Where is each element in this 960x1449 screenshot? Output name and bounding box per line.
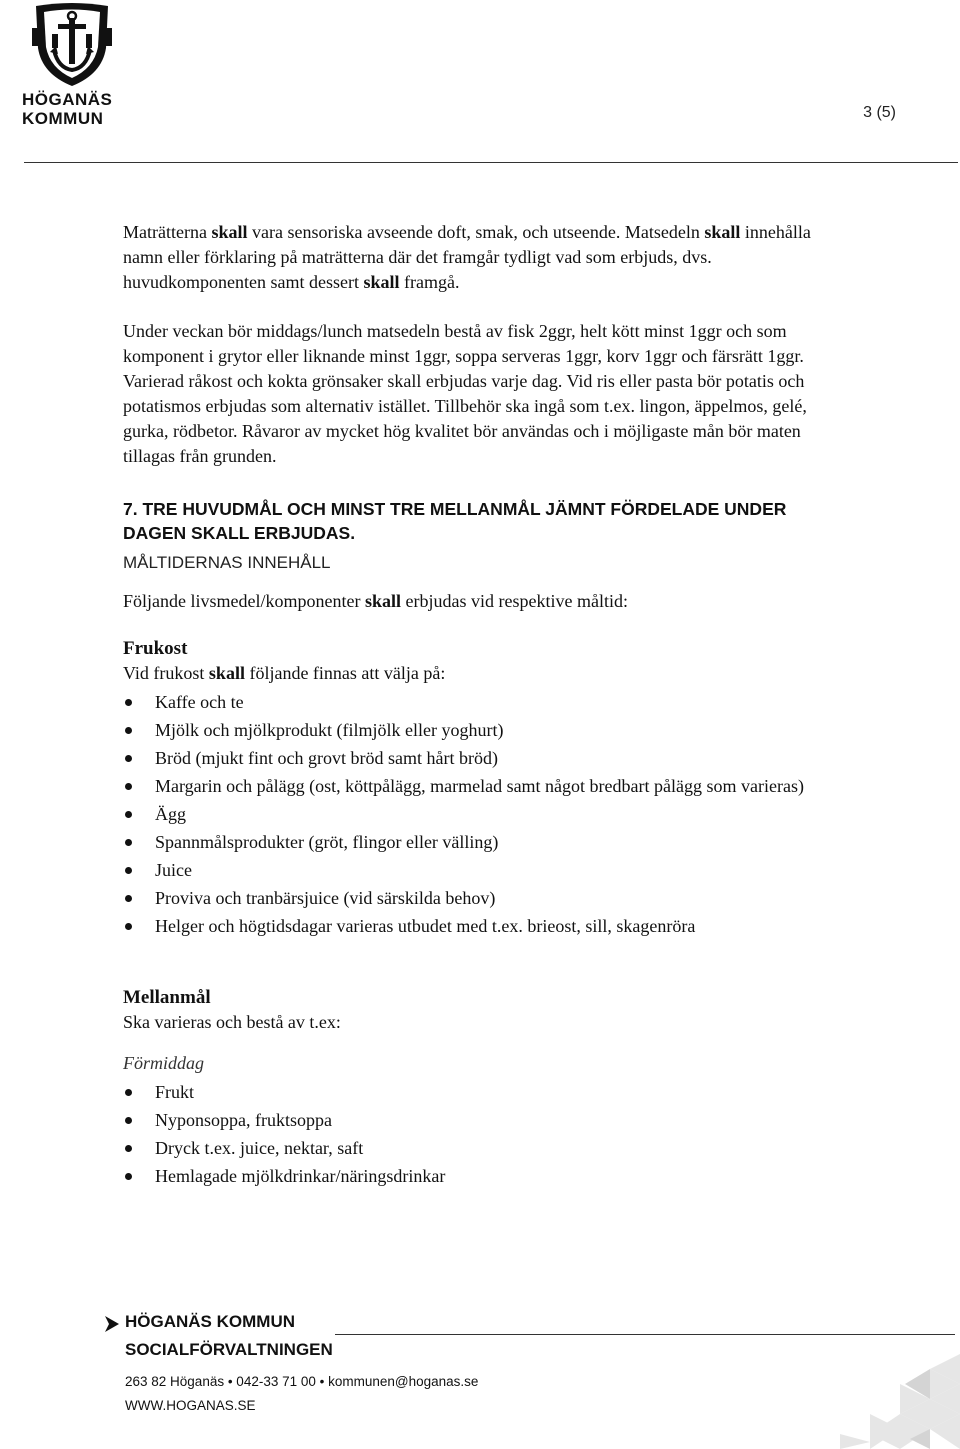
emphasis-skall: skall — [704, 222, 741, 242]
paragraph-intro — [123, 589, 843, 614]
section-heading: 7. TRE HUVUDMÅL OCH MINST TRE MELLANMÅL JÄMNT FÖRDELADE UNDER DAGEN SKALL ERBJUDAS. — [123, 499, 787, 543]
list-item: Mjölk och mjölkprodukt (filmjölk eller yoghurt) — [123, 718, 843, 743]
paragraph-weekly-menu: Under veckan bör middags/lunch matsedeln bestå av fisk 2ggr, helt kött minst 1ggr och som komponent i grytor eller liknande minst 1ggr, soppa serveras 1ggr, korv 1ggr och färsrätt 1ggr. Varierad råkost och kokta grönsaker skall erbjudas varje dag. Vid ris eller pasta bör potatis och potatismos erbjudas som alternativ istället. Tillbehör ska ingå som t.ex. lingon, äppelmos, gelé, gurka, rödbetor. Råvaror av mycket hög kvalitet bör användas och i möjligaste mån bör maten tillagas från grunden. — [123, 321, 807, 466]
list-item: Proviva och tranbärsjuice (vid särskilda behov) — [123, 886, 843, 911]
footer-org: HÖGANÄS KOMMUN — [125, 1312, 295, 1331]
footer-contact: 263 82 Höganäs • 042-33 71 00 • kommunen@hoganas.se — [125, 1374, 479, 1389]
text-run: Vid frukost — [123, 663, 209, 683]
text-run: Följande livsmedel/komponenter — [123, 591, 365, 611]
arrow-right-icon — [105, 1316, 119, 1332]
emphasis-skall: skall — [211, 222, 248, 242]
footer-dept: SOCIALFÖRVALTNINGEN — [125, 1340, 333, 1359]
emphasis-skall: skall — [364, 591, 401, 611]
page-number: 3 (5) — [863, 104, 896, 121]
footer — [105, 1312, 960, 1449]
text-run: framgå. — [399, 272, 460, 292]
heading-mellanmal: Mellanmål — [123, 987, 211, 1008]
decorative-pattern — [810, 1354, 960, 1449]
logo-text — [22, 90, 122, 128]
header-divider — [24, 162, 958, 163]
text-run: vara sensoriska avseende doft, smak, och utseende. Matsedeln — [247, 222, 705, 242]
emphasis-skall: skall — [363, 272, 400, 292]
document-body — [123, 220, 843, 1189]
footer-website: WWW.HOGANAS.SE — [125, 1398, 256, 1413]
emphasis-skall: skall — [208, 663, 245, 683]
frukost-intro — [123, 661, 843, 686]
text-run: erbjudas vid respektive måltid: — [401, 591, 628, 611]
list-item: Juice — [123, 858, 843, 883]
text-run: Maträtterna — [123, 222, 212, 242]
list-item: Hemlagade mjölkdrinkar/näringsdrinkar — [123, 1164, 843, 1189]
heading-frukost: Frukost — [123, 638, 188, 659]
label-formiddag: Förmiddag — [123, 1053, 204, 1073]
mellanmal-intro: Ska varieras och bestå av t.ex: — [123, 1012, 341, 1032]
text-run: följande finnas att välja på: — [244, 663, 446, 683]
hoganas-logo — [22, 2, 122, 130]
list-item: Margarin och pålägg (ost, köttpålägg, marmelad samt något bredbart pålägg som varieras) — [123, 774, 843, 799]
logo-line-2: KOMMUN — [22, 109, 104, 128]
list-item: Kaffe och te — [123, 690, 843, 715]
list-item: Helger och högtidsdagar varieras utbudet med t.ex. brieost, sill, skagenröra — [123, 914, 843, 939]
paragraph-dishes — [123, 220, 843, 295]
formiddag-list — [123, 1080, 843, 1189]
list-item: Dryck t.ex. juice, nektar, saft — [123, 1136, 843, 1161]
subheading-meal-contents: MÅLTIDERNAS INNEHÅLL — [123, 553, 331, 572]
frukost-list — [123, 690, 843, 939]
list-item: Bröd (mjukt fint och grovt bröd samt hårt bröd) — [123, 746, 843, 771]
logo-line-1: HÖGANÄS — [22, 90, 113, 109]
text-run: innehålla namn eller förklaring på maträtterna där det framgår tydligt vad som erbjuds, dvs. huvudkomponenten samt dessert — [123, 222, 811, 292]
list-item: Frukt — [123, 1080, 843, 1105]
shield-anchor-icon — [22, 2, 122, 88]
list-item: Spannmålsprodukter (gröt, flingor eller välling) — [123, 830, 843, 855]
list-item: Nyponsoppa, fruktsoppa — [123, 1108, 843, 1133]
list-item: Ägg — [123, 802, 843, 827]
footer-divider — [335, 1334, 955, 1335]
